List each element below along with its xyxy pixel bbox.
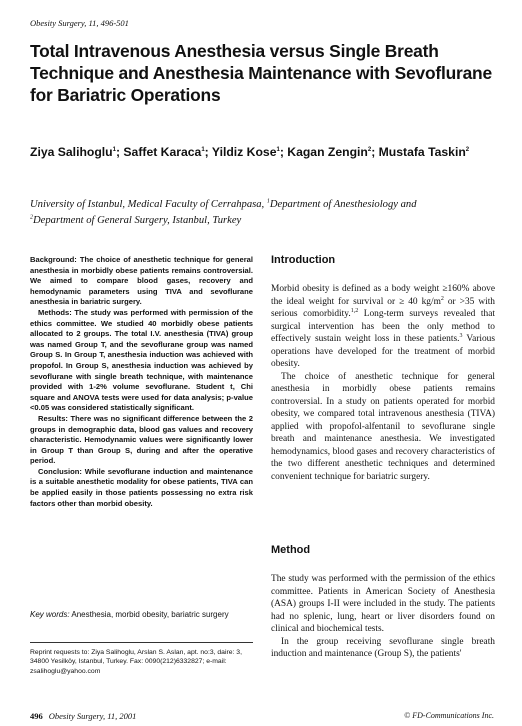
method-body	[271, 573, 495, 661]
author-list	[30, 142, 496, 162]
author-name: Ziya Salihoglu	[30, 145, 113, 159]
intro-text: or >35 with serious comorbidity.	[271, 296, 495, 319]
affiliation-mark: 2	[30, 214, 33, 221]
introduction-paragraph: The choice of anesthetic technique for general anesthesia in morbidly obese patients remains controversial. In a study on patients operated for morbid obesity, we compared total intravenous anesthesia (TIVA) applied with propofol-alfentanil to sevoflurane single breath and maintenance anesthesia. We investigated hemodynamics, blood gases and recovery characteristics of the two different anesthetic techniques and determined convenient technique for bariatric surgery.	[271, 371, 495, 482]
abstract-conclusion: Conclusion: While sevoflurane induction and maintenance is a suitable anesthetic modality for obese patients, TIVA can be applied easily in those patients possessing no extra risk factors other than morbid obesity.	[30, 466, 253, 508]
footer-journal: Obesity Surgery, 11, 2001	[48, 711, 137, 721]
affiliation-text: University of Istanbul, Medical Faculty of Cerrahpasa,	[30, 199, 267, 210]
author-name: Saffet Karaca	[123, 145, 202, 159]
footnote-divider	[30, 642, 253, 643]
author-separator: ;	[115, 145, 124, 159]
author-name: Mustafa Taskin	[378, 145, 466, 159]
author-name: Kagan Zengin	[287, 145, 368, 159]
article-title: Total Intravenous Anesthesia versus Single Breath Technique and Anesthesia Maintenance with Sevoflurane for Bariatric Operations	[30, 41, 492, 105]
author-separator: ;	[371, 145, 379, 159]
keywords	[30, 609, 253, 620]
abstract-background: Background: The choice of anesthetic technique for general anesthesia in morbidly obese patients remains controversial. We aimed to compare blood gases, recovery and hemodynamic parameters using TIVA and sevoflurane anesthesia in bariatric surgery.	[30, 255, 253, 307]
author-affiliation-mark: 2	[465, 146, 470, 153]
intro-text: Long-term surveys revealed that surgical intervention has been the only method to effectively sustain weight loss in these patients.	[271, 309, 495, 344]
copyright: © FD-Communications Inc.	[404, 711, 494, 720]
citation-mark: 3	[459, 332, 463, 339]
abstract	[30, 255, 253, 509]
method-heading: Method	[271, 544, 311, 556]
keywords-label: Key words:	[30, 610, 70, 619]
keywords-text: Anesthesia, morbid obesity, bariatric surgery	[71, 610, 229, 619]
author-affiliation-mark: 1	[276, 146, 280, 153]
introduction-heading: Introduction	[271, 254, 336, 266]
abstract-results: Results: There was no significant difference between the 2 groups in demographic data, blood gas values and recovery characteristic. Hemodynamic values were significantly lower in Group T than Group S, during and after the operative period.	[30, 413, 253, 466]
method-paragraph: The study was performed with the permission of the ethics committee. Patients in American Society of Anesthesia (ASA) groups I-II were included in the study. The patients had no splenic, lung, heart or liver disorders found on clinical and biochemical tests.	[271, 574, 495, 634]
affiliation-text: Department of Anesthesiology and	[269, 199, 417, 210]
introduction-paragraph	[271, 283, 495, 371]
affiliations	[30, 197, 496, 229]
author-affiliation-mark: 1	[112, 146, 116, 153]
intro-text: Various operations have developed for the treatment of morbid obesity.	[271, 334, 495, 369]
author-affiliation-mark: 2	[367, 146, 372, 153]
method-paragraph: In the group receiving sevoflurane single breath induction and maintenance (Group S), the patients'	[271, 636, 495, 659]
intro-superscript: 2	[440, 295, 444, 302]
introduction-body	[271, 283, 495, 483]
affiliation-text: Department of General Surgery, Istanbul, Turkey	[33, 215, 242, 226]
abstract-methods: Methods: The study was performed with permission of the ethics committee. We studied 40 morbidly obese patients allocated to 2 groups. The total I.V. anesthesia (TIVA) group was named Group T, and the sevoflurane group was named Group S. In Group T, anesthesia induction was achieved with propofol. In Group S, anesthesia induction was achieved by sevoflurane with single breath technique, with maintenance provided with 1-2% volume sevoflurane. Student t, Chi square and ANOVA tests were used for data analysis; p-value <0.05 was considered statistically significant.	[30, 307, 253, 413]
reprint-requests: Reprint requests to: Ziya Salihoglu, Arslan S. Aslan, apt. no:3, daire: 3, 34800 Yesilköy, Istanbul, Turkey. Fax: 0090(212)6332827; e-mail: zsalihoglu@yahoo.com	[30, 649, 242, 675]
page-number: 496	[30, 711, 43, 721]
page-footer	[30, 711, 136, 721]
journal-reference: Obesity Surgery, 11, 496-501	[30, 18, 129, 28]
author-separator: ;	[204, 145, 212, 159]
author-separator: ;	[279, 145, 288, 159]
affiliation-mark: 1	[266, 198, 270, 205]
author-name: Yildiz Kose	[211, 145, 277, 159]
author-affiliation-mark: 1	[201, 146, 205, 153]
intro-text: Morbid obesity is defined as a body weight ≥160% above the ideal weight for survival or ≥ 40 kg/m	[271, 284, 495, 307]
citation-mark: 1,2	[350, 307, 359, 314]
